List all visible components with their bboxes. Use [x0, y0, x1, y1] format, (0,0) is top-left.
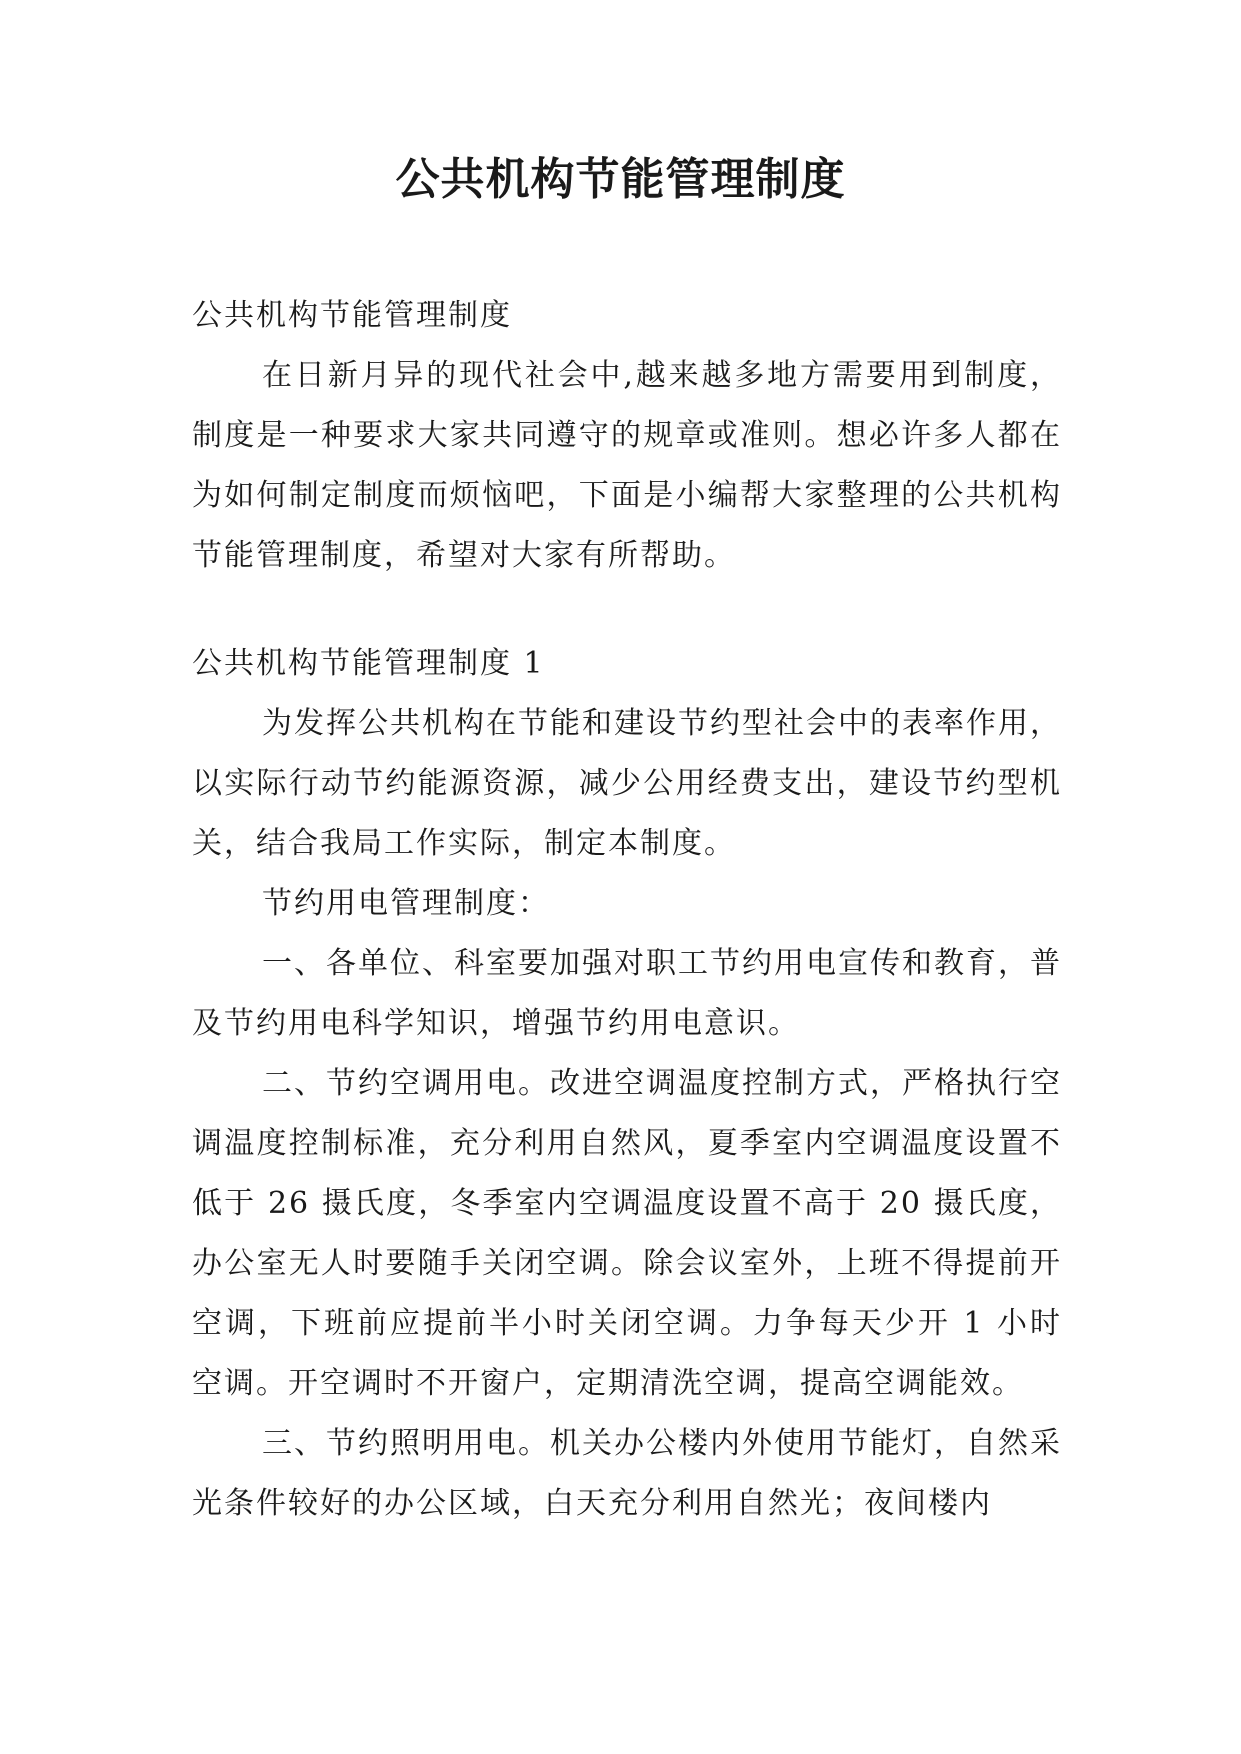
intro-paragraph: 在日新月异的现代社会中,越来越多地方需要用到制度，制度是一种要求大家共同遵守的规章或准则。想必许多人都在为如何制定制度而烦恼吧，下面是小编帮大家整理的公共机构节能管理制度，希望对大家有所帮助。: [192, 358, 1062, 573]
section-1-item-1: 一、各单位、科室要加强对职工节约用电宣传和教育，普及节约用电科学知识，增强节约用电意识。: [192, 946, 1062, 1041]
section-1-heading: 公共机构节能管理制度 1: [192, 646, 545, 681]
section-1-subheading-electricity: 节约用电管理制度：: [262, 886, 550, 921]
section-1-item-3: 三、节约照明用电。机关办公楼内外使用节能灯，自然采光条件较好的办公区域，白天充分利用自然光；夜间楼内: [192, 1426, 1062, 1521]
intro-section: [192, 286, 1062, 586]
section-1-item-2: 二、节约空调用电。改进空调温度控制方式，严格执行空调温度控制标准，充分利用自然风，夏季室内空调温度设置不低于 26 摄氏度，冬季室内空调温度设置不高于 20 摄氏度，办公室无人时要随手关闭空调。除会议室外，上班不得提前开空调，下班前应提前半小时关闭空调。力争每天少开 1 小时空调。开空调时不开窗户，定期清洗空调，提高空调能效。: [192, 1066, 1062, 1401]
section-1: [192, 634, 1062, 1534]
intro-heading: 公共机构节能管理制度: [192, 298, 512, 333]
section-1-paragraph-purpose: 为发挥公共机构在节能和建设节约型社会中的表率作用，以实际行动节约能源资源，减少公用经费支出，建设节约型机关，结合我局工作实际，制定本制度。: [192, 706, 1062, 861]
document-title: 公共机构节能管理制度: [395, 154, 846, 205]
